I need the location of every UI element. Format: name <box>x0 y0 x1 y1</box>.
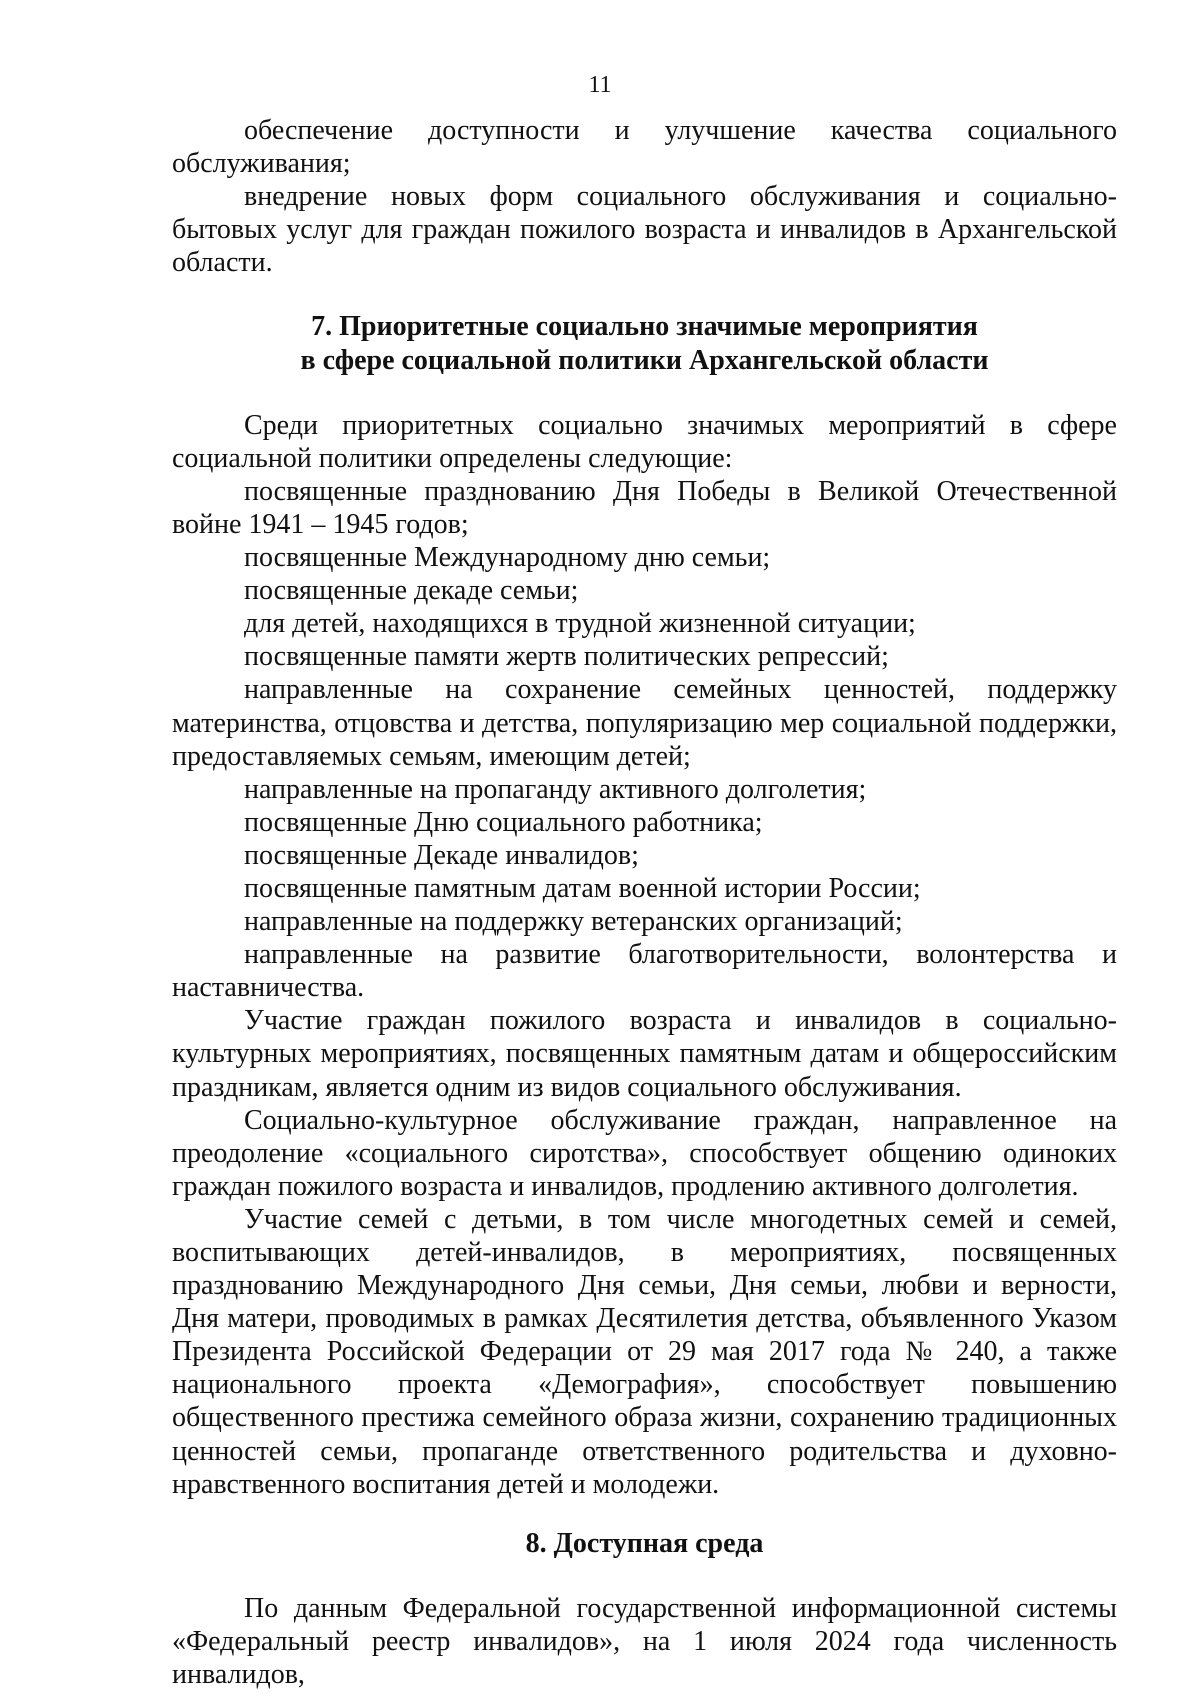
page-number: 11 <box>588 72 612 98</box>
body-paragraph: Участие граждан пожилого возраста и инвалидов в социально-культурных мероприятиях, посвященных памятным датам и общероссийским праздникам, является одним из видов социального обслуживания. <box>172 1005 1117 1103</box>
section-7-title-line1: 7. Приоритетные социально значимые мероприятия <box>311 311 978 343</box>
body-paragraph: Участие семей с детьми, в том числе многодетных семей и семей, воспитывающих детей-инвалидов, в мероприятиях, посвященных празднованию Международного Дня семьи, Дня семьи, любви и верности, Дня матери, проводимых в рамках Десятилетия детства, объявленного Указом Президента Российской Федерации от 29 мая 2017 года № 240, а также национального проекта «Демография», способствует повышению общественного престижа семейного образа жизни, сохранению традиционных ценностей семьи, пропаганде ответственного родительства и духовно-нравственного воспитания детей и молодежи. <box>172 1203 1117 1500</box>
list-item: направленные на развитие благотворительности, волонтерства и наставничества. <box>172 939 1117 1004</box>
list-item: посвященные декаде семьи; <box>244 575 579 607</box>
list-item: посвященные празднованию Дня Победы в Великой Отечественной войне 1941 – 1945 годов; <box>172 475 1117 540</box>
section-7-lead: Среди приоритетных социально значимых мероприятий в сфере социальной политики определены следующие: <box>172 409 1117 474</box>
list-item: посвященные Международному дню семьи; <box>244 542 771 574</box>
list-item: посвященные памяти жертв политических репрессий; <box>244 641 889 673</box>
intro-paragraph: обеспечение доступности и улучшение качества социального обслуживания; <box>172 115 1117 180</box>
list-item: направленные на поддержку ветеранских организаций; <box>244 906 903 938</box>
list-item: для детей, находящихся в трудной жизненной ситуации; <box>244 608 916 640</box>
document-body <box>172 114 1117 1691</box>
section-7-title-line2: в сфере социальной политики Архангельской области <box>300 344 989 376</box>
list-item: направленные на пропаганду активного долголетия; <box>244 773 867 805</box>
section-8-paragraph: По данным Федеральной государственной информационной системы «Федеральный реестр инвалидов», на 1 июля 2024 года численность инвалидов, <box>172 1592 1117 1691</box>
list-item: посвященные Декаде инвалидов; <box>244 839 639 871</box>
section-7-heading <box>172 310 1117 376</box>
list-item: направленные на сохранение семейных ценностей, поддержку материнства, отцовства и детства, популяризацию мер социальной поддержки, предоставляемых семьям, имеющим детей; <box>172 674 1117 772</box>
body-paragraph: Социально-культурное обслуживание граждан, направленное на преодоление «социального сиротства», способствует общению одиноких граждан пожилого возраста и инвалидов, продлению активного долголетия. <box>172 1104 1117 1202</box>
list-item: посвященные Дню социального работника; <box>244 806 763 838</box>
intro-paragraph: внедрение новых форм социального обслуживания и социально-бытовых услуг для граждан пожилого возраста и инвалидов в Архангельской области. <box>172 181 1117 279</box>
section-8-heading: 8. Доступная среда <box>525 1527 764 1559</box>
list-item: посвященные памятным датам военной истории России; <box>244 872 921 904</box>
